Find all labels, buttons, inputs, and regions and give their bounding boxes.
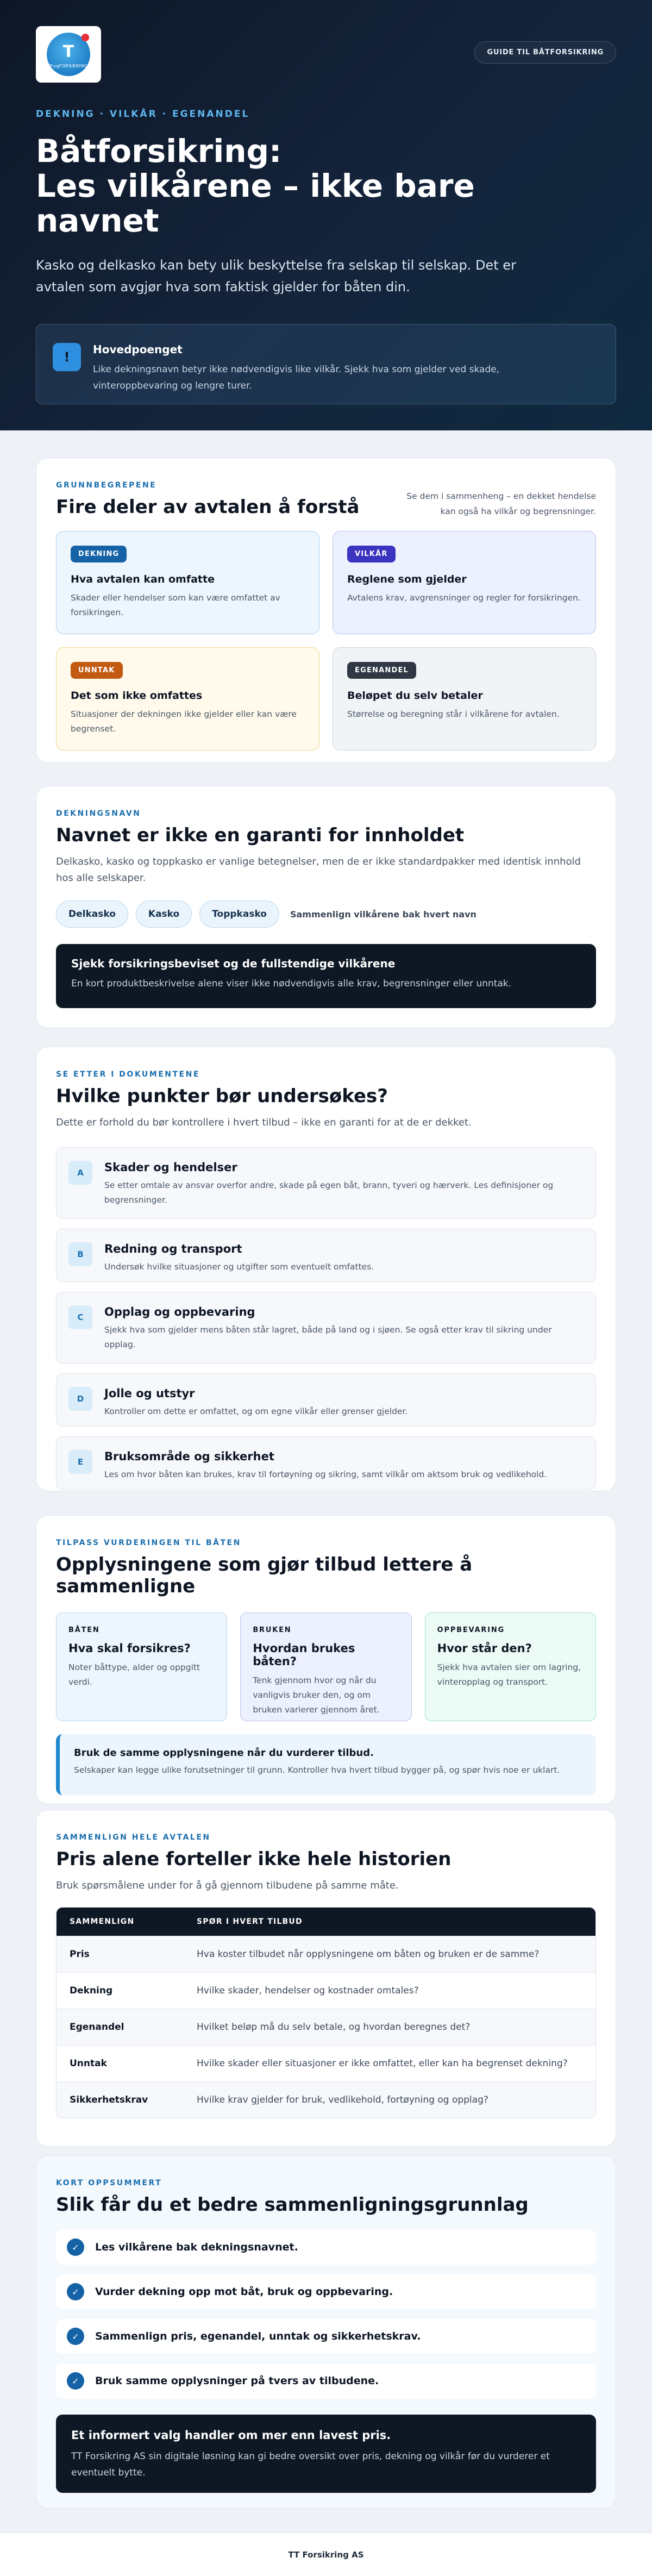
callout-body: [93, 343, 549, 391]
list-item: [56, 1373, 596, 1427]
list-item: [56, 1292, 596, 1364]
pill-kasko[interactable]: Kasko: [136, 901, 192, 928]
guide-button[interactable]: GUIDE TIL BÅTFORSIKRING: [474, 41, 616, 64]
item-title: Redning og transport: [104, 1242, 242, 1255]
checklist-text: Les vilkårene bak dekningsnavnet.: [95, 2241, 298, 2253]
section-sub: Delkasko, kasko og toppkasko er vanlige betegnelser, men de er ikke standardpakker med identisk innhold hos alle selskaper.: [56, 856, 581, 884]
badge-unntak: UNNTAK: [71, 662, 123, 679]
final-text: TT Forsikring AS sin digitale løsning kan gi bedre oversikt over pris, dekning og vilkår før du vurderer et eventuelt bytte.: [71, 2451, 550, 2478]
item-body: [104, 1387, 408, 1416]
section-sub: Bruk spørsmålene under for å gå gjennom tilbudene på samme måte.: [56, 1880, 399, 1891]
tile-title: Reglene som gjelder: [347, 573, 467, 585]
table-header: [57, 1908, 595, 1936]
item-title: Opplag og oppbevaring: [104, 1305, 255, 1318]
info-card-eyebrow: BÅTEN: [68, 1626, 100, 1634]
section-eyebrow: SE ETTER I DOKUMENTENE: [56, 1070, 200, 1079]
section-coverage-names: [36, 786, 616, 1028]
section-title: Fire deler av avtalen å forstå: [56, 496, 360, 518]
footer-text: TT Forsikring AS: [288, 2549, 364, 2560]
page-title: [36, 134, 525, 238]
section-compare: [36, 1810, 616, 2147]
table-header-cell: SPØR I HVERT TILBUD: [197, 1917, 303, 1926]
table-row: [57, 2045, 595, 2081]
pill-delkasko[interactable]: Delkasko: [56, 901, 128, 928]
checkpoint-list: [56, 1147, 596, 1490]
info-card-title: Hva skal forsikres?: [68, 1642, 191, 1655]
info-box: [56, 944, 596, 1008]
item-text: Sjekk hva som gjelder mens båten står lagret, både på land og i sjøen. Se også etter krav til sikring under opplag.: [104, 1325, 552, 1349]
check-icon: ✓: [67, 2283, 84, 2300]
logo-dot: [82, 34, 89, 41]
hero-top: [36, 26, 616, 83]
list-item: [56, 1436, 596, 1490]
coverage-pills: [56, 901, 596, 928]
logo-wordmark: TrygFORSIKRING: [49, 64, 88, 68]
info-box-text: En kort produktbeskrivelse alene viser ikke nødvendigvis alle krav, begrensninger eller unntak.: [71, 978, 512, 989]
logo-letter: T: [62, 42, 74, 61]
item-text: Kontroller om dette er omfattet, og om egne vilkår eller grenser gjelder.: [104, 1406, 408, 1416]
item-title: Jolle og utstyr: [104, 1387, 195, 1400]
badge-egenandel: EGENANDEL: [347, 662, 416, 679]
checklist-item: [56, 2364, 596, 2398]
item-title: Skader og hendelser: [104, 1161, 237, 1174]
info-card-usage: [240, 1612, 411, 1721]
item-letter: A: [68, 1161, 92, 1185]
pill-toppkasko[interactable]: Toppkasko: [199, 901, 279, 928]
info-card-boat: [56, 1612, 227, 1721]
info-box-title: Sjekk forsikringsbeviset og de fullstendige vilkårene: [71, 957, 396, 970]
section-information: [36, 1515, 616, 1804]
note-box: [56, 1734, 596, 1795]
note-title: Bruk de samme opplysningene når du vurderer tilbud.: [74, 1747, 374, 1759]
list-item: [56, 1147, 596, 1219]
table-cell: Pris: [70, 1949, 90, 1960]
checklist-item: [56, 2319, 596, 2354]
table-row: [57, 2081, 595, 2118]
item-letter: B: [68, 1242, 92, 1266]
info-card-title: Hvor står den?: [437, 1642, 532, 1655]
table-body: [57, 1936, 595, 2118]
callout-title: Hovedpoenget: [93, 343, 183, 356]
note-text: Selskaper kan legge ulike forutsetninger til grunn. Kontroller hva hvert tilbud bygger på, og spør hvis noe er uklart.: [74, 1765, 560, 1775]
page-title-line2: Les vilkårene – ikke bare navnet: [36, 167, 475, 239]
section-eyebrow: TILPASS VURDERINGEN TIL BÅTEN: [56, 1539, 241, 1547]
tile-text: Avtalens krav, avgrensninger og regler for forsikringen.: [347, 593, 581, 603]
item-body: [104, 1450, 547, 1479]
section-title: Hvilke punkter bør undersøkes?: [56, 1085, 388, 1107]
list-item: [56, 1229, 596, 1282]
table-cell: Dekning: [70, 1985, 113, 1996]
section-basics: [36, 458, 616, 763]
table-cell: Hvilket beløp må du selv betale, og hvordan beregnes det?: [197, 2022, 471, 2033]
section-title: Pris alene forteller ikke hele historien: [56, 1848, 452, 1870]
concept-tile-dekning: [56, 531, 319, 634]
item-body: [104, 1305, 584, 1350]
table-cell: Unntak: [70, 2058, 107, 2069]
logo[interactable]: [36, 26, 101, 83]
badge-vilkar: VILKÅR: [347, 546, 396, 562]
section-summary: [36, 2155, 616, 2509]
badge-dekning: DEKNING: [71, 546, 127, 562]
item-letter: C: [68, 1305, 92, 1329]
table-row: [57, 1936, 595, 1972]
section-sub: Dette er forhold du bør kontrollere i hvert tilbud – ikke en garanti for at de er dekket.: [56, 1117, 472, 1128]
section-eyebrow: GRUNNBEGREPENE: [56, 481, 157, 490]
concept-tile-unntak: [56, 647, 319, 751]
pill-note: Sammenlign vilkårene bak hvert navn: [290, 909, 477, 920]
section-eyebrow: DEKNINGSNAVN: [56, 809, 141, 818]
tile-title: Beløpet du selv betaler: [347, 690, 483, 702]
checklist-text: Sammenlign pris, egenandel, unntak og sikkerhetskrav.: [95, 2330, 421, 2342]
table-cell: Sikkerhetskrav: [70, 2094, 148, 2105]
tile-title: Det som ikke omfattes: [71, 690, 203, 702]
item-body: [104, 1242, 374, 1272]
item-text: Undersøk hvilke situasjoner og utgifter som eventuelt omfattes.: [104, 1262, 374, 1272]
callout-text: Like dekningsnavn betyr ikke nødvendigvis like vilkår. Sjekk hva som gjelder ved skade, vinteroppbevaring og lengre turer.: [93, 364, 500, 391]
tile-title: Hva avtalen kan omfatte: [71, 573, 215, 585]
key-point-callout: [36, 324, 616, 404]
item-letter: E: [68, 1450, 92, 1474]
item-text: Les om hvor båten kan brukes, krav til fortøyning og sikring, samt vilkår om aktsom bruk og vedlikehold.: [104, 1470, 547, 1479]
check-icon: ✓: [67, 2239, 84, 2256]
exclamation-icon: !: [53, 343, 81, 371]
page-title-line1: Båtforsikring:: [36, 133, 282, 170]
info-card-title: Hvordan brukes båten?: [253, 1642, 355, 1668]
hero: [0, 0, 652, 430]
table-cell: Hvilke krav gjelder for bruk, vedlikehold, fortøyning og opplag?: [197, 2094, 488, 2105]
info-card-eyebrow: OPPBEVARING: [437, 1626, 505, 1634]
table-cell: Egenandel: [70, 2022, 124, 2033]
hero-lead: Kasko og delkasko kan bety ulik beskyttelse fra selskap til selskap. Det er avtalen som avgjør hva som faktisk gjelder for båten din.: [36, 258, 516, 295]
info-card-text: Noter båttype, alder og oppgitt verdi.: [68, 1662, 200, 1687]
concept-tile-egenandel: [333, 647, 596, 751]
check-icon: ✓: [67, 2328, 84, 2345]
item-title: Bruksområde og sikkerhet: [104, 1450, 274, 1463]
item-body: [104, 1161, 584, 1205]
table-header-cell: SAMMENLIGN: [70, 1917, 135, 1926]
table-row: [57, 2009, 595, 2045]
section-title: Opplysningene som gjør tilbud lettere å sammenligne: [56, 1554, 473, 1597]
footer: [0, 2533, 652, 2576]
info-columns: [56, 1612, 596, 1721]
concept-tile-vilkar: [333, 531, 596, 634]
section-basics-head: [56, 481, 596, 519]
info-card-storage: [425, 1612, 596, 1721]
hero-eyebrow: DEKNING · VILKÅR · EGENANDEL: [36, 109, 250, 120]
section-title: Navnet er ikke en garanti for innholdet: [56, 824, 465, 846]
item-text: Se etter omtale av ansvar overfor andre, skade på egen båt, brann, tyveri og hærverk. Les definisjoner og begrensninger.: [104, 1180, 554, 1205]
item-letter: D: [68, 1387, 92, 1411]
table-cell: Hva koster tilbudet når opplysningene om båten og bruken er de samme?: [197, 1949, 540, 1960]
info-card-text: Sjekk hva avtalen sier om lagring, vinteropplag og transport.: [437, 1662, 581, 1687]
section-checkpoints: [36, 1047, 616, 1491]
checklist-text: Vurder dekning opp mot båt, bruk og oppbevaring.: [95, 2286, 393, 2298]
section-basics-heading: [56, 481, 359, 518]
section-eyebrow: KORT OPPSUMMERT: [56, 2179, 162, 2187]
final-box: [56, 2415, 596, 2493]
tile-text: Skader eller hendelser som kan være omfattet av forsikringen.: [71, 593, 280, 617]
table-cell: Hvilke skader eller situasjoner er ikke omfattet, eller kan ha begrenset dekning?: [197, 2058, 568, 2069]
checklist-item: [56, 2274, 596, 2309]
tile-text: Størrelse og beregning står i vilkårene for avtalen.: [347, 709, 560, 719]
check-icon: ✓: [67, 2372, 84, 2390]
checklist: [56, 2230, 596, 2398]
info-card-text: Tenk gjennom hvor og når du vanligvis bruker den, og om bruken varierer gjennom året.: [253, 1675, 380, 1715]
logo-mark: [47, 33, 90, 76]
info-card-eyebrow: BRUKEN: [253, 1626, 292, 1634]
section-note: Se dem i sammenheng – en dekket hendelse kan også ha vilkår og begrensninger.: [406, 491, 596, 516]
table-row: [57, 1972, 595, 2009]
section-title: Slik får du et bedre sammenligningsgrunnlag: [56, 2194, 529, 2216]
table-cell: Hvilke skader, hendelser og kostnader omtales?: [197, 1985, 419, 1996]
section-eyebrow: SAMMENLIGN HELE AVTALEN: [56, 1833, 211, 1842]
concept-grid: [56, 531, 596, 751]
checklist-item: [56, 2230, 596, 2265]
tile-text: Situasjoner der dekningen ikke gjelder eller kan være begrenset.: [71, 709, 297, 734]
compare-table: [56, 1907, 596, 2118]
final-title: Et informert valg handler om mer enn lavest pris.: [71, 2429, 391, 2442]
checklist-text: Bruk samme opplysninger på tvers av tilbudene.: [95, 2375, 379, 2387]
